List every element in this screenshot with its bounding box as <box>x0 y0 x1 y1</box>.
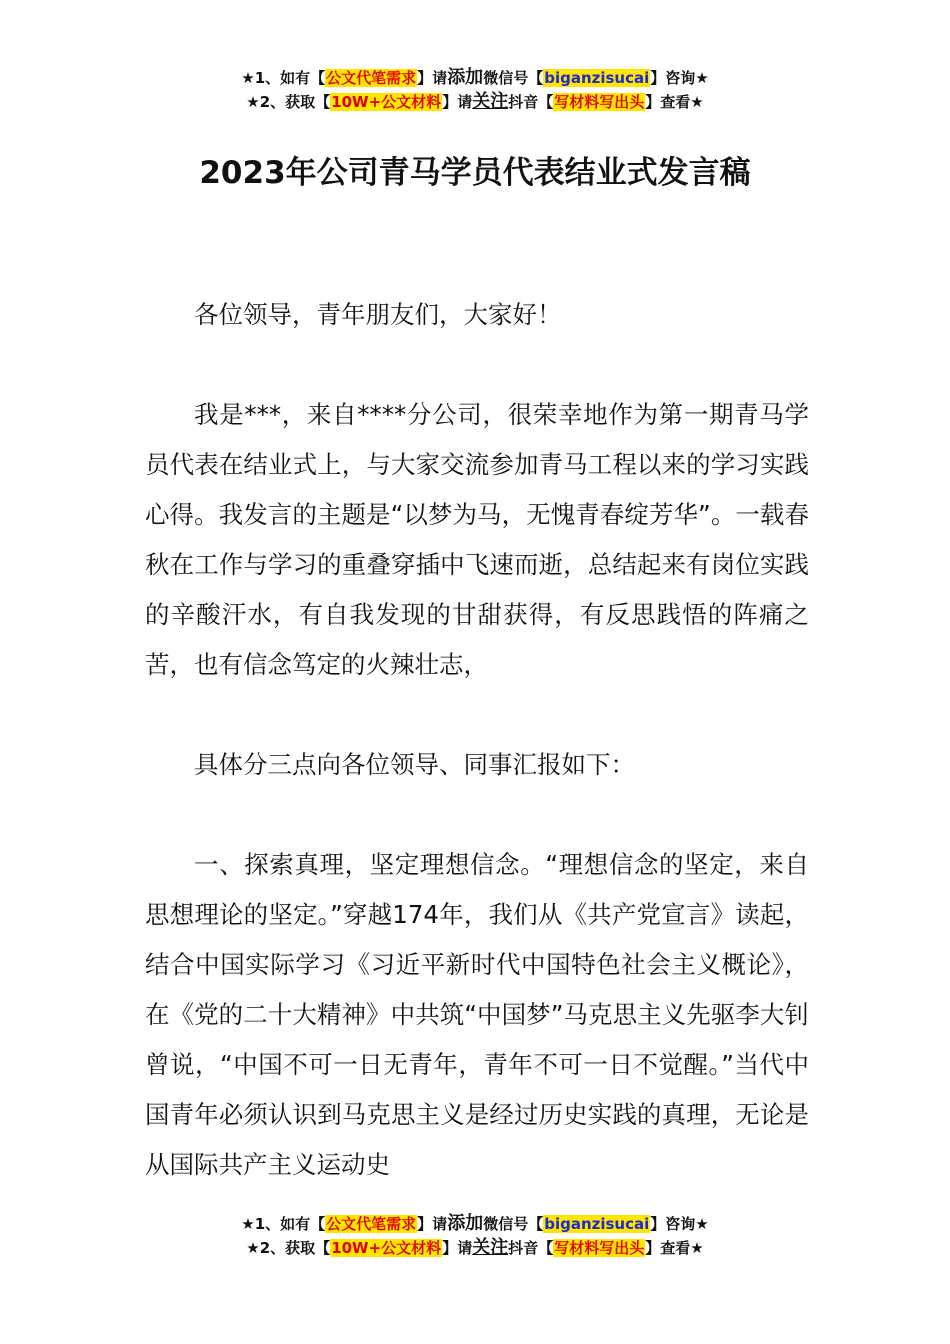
promo-banner-bottom <box>0 1212 950 1260</box>
promo-emphasis: 关注 <box>472 91 509 112</box>
promo-text: 微信号【 <box>483 69 544 87</box>
document-title: 2023年公司青马学员代表结业式发言稿 <box>199 155 751 191</box>
promo-text: 】查看★ <box>645 1239 704 1257</box>
promo-wechat-id: biganzisucai <box>544 69 650 87</box>
promo-text: 】请 <box>417 69 448 87</box>
promo-text: 抖音【 <box>508 1239 554 1257</box>
promo-text: ★2、获取【 <box>246 93 331 111</box>
promo-emphasis: 添加 <box>447 1213 484 1234</box>
promo-line-1 <box>0 66 950 90</box>
promo-emphasis: 添加 <box>447 67 484 88</box>
promo-text: 抖音【 <box>508 93 554 111</box>
promo-text: 】咨询★ <box>650 1215 709 1233</box>
promo-text: ★2、获取【 <box>246 1239 331 1257</box>
promo-douyin-id: 写材料写出头 <box>554 93 645 111</box>
promo-highlight: 公文代笔需求 <box>326 1215 417 1233</box>
paragraph-introduction: 我是***，来自****分公司，很荣幸地作为第一期青马学员代表在结业式上，与大家交流参加青马工程以来的学习实践心得。我发言的主题是“以梦为马，无愧青春绽芳华”。一载春秋在工作与学习的重叠穿插中飞速而逝，总结起来有岗位实践的辛酸汗水，有自我发现的甘甜获得，有反思践悟的阵痛之苦，也有信念笃定的火辣壮志， <box>145 400 809 679</box>
promo-text: 】请 <box>417 1215 448 1233</box>
promo-highlight: 公文代笔需求 <box>326 69 417 87</box>
promo-highlight: 10W+公文材料 <box>331 1239 442 1257</box>
paragraph-outline: 具体分三点向各位领导、同事汇报如下： <box>194 750 635 779</box>
promo-text: 】咨询★ <box>650 69 709 87</box>
promo-text: 】查看★ <box>645 93 704 111</box>
paragraph-greeting: 各位领导，青年朋友们，大家好！ <box>194 300 562 329</box>
promo-line-2 <box>0 1236 950 1260</box>
promo-emphasis: 关注 <box>472 1237 509 1258</box>
promo-text: ★1、如有【 <box>241 1215 326 1233</box>
promo-highlight: 10W+公文材料 <box>331 93 442 111</box>
promo-text: 】请 <box>442 93 473 111</box>
promo-line-1 <box>0 1212 950 1236</box>
promo-text: 】请 <box>442 1239 473 1257</box>
promo-text: 微信号【 <box>483 1215 544 1233</box>
promo-douyin-id: 写材料写出头 <box>554 1239 645 1257</box>
promo-text: ★1、如有【 <box>241 69 326 87</box>
document-body <box>145 290 809 1240</box>
paragraph-point-one: 一、探索真理，坚定理想信念。“理想信念的坚定，来自思想理论的坚定。”穿越174年，我们从《共产党宣言》读起，结合中国实际学习《习近平新时代中国特色社会主义概论》，在《党的二十大精神》中共筑“中国梦”马克思主义先驱李大钊曾说，“中国不可一日无青年，青年不可一日不觉醒。”当代中国青年必须认识到马克思主义是经过历史实践的真理，无论是从国际共产主义运动史 <box>145 850 809 1179</box>
promo-banner-top <box>0 66 950 114</box>
promo-wechat-id: biganzisucai <box>544 1215 650 1233</box>
promo-line-2 <box>0 90 950 114</box>
